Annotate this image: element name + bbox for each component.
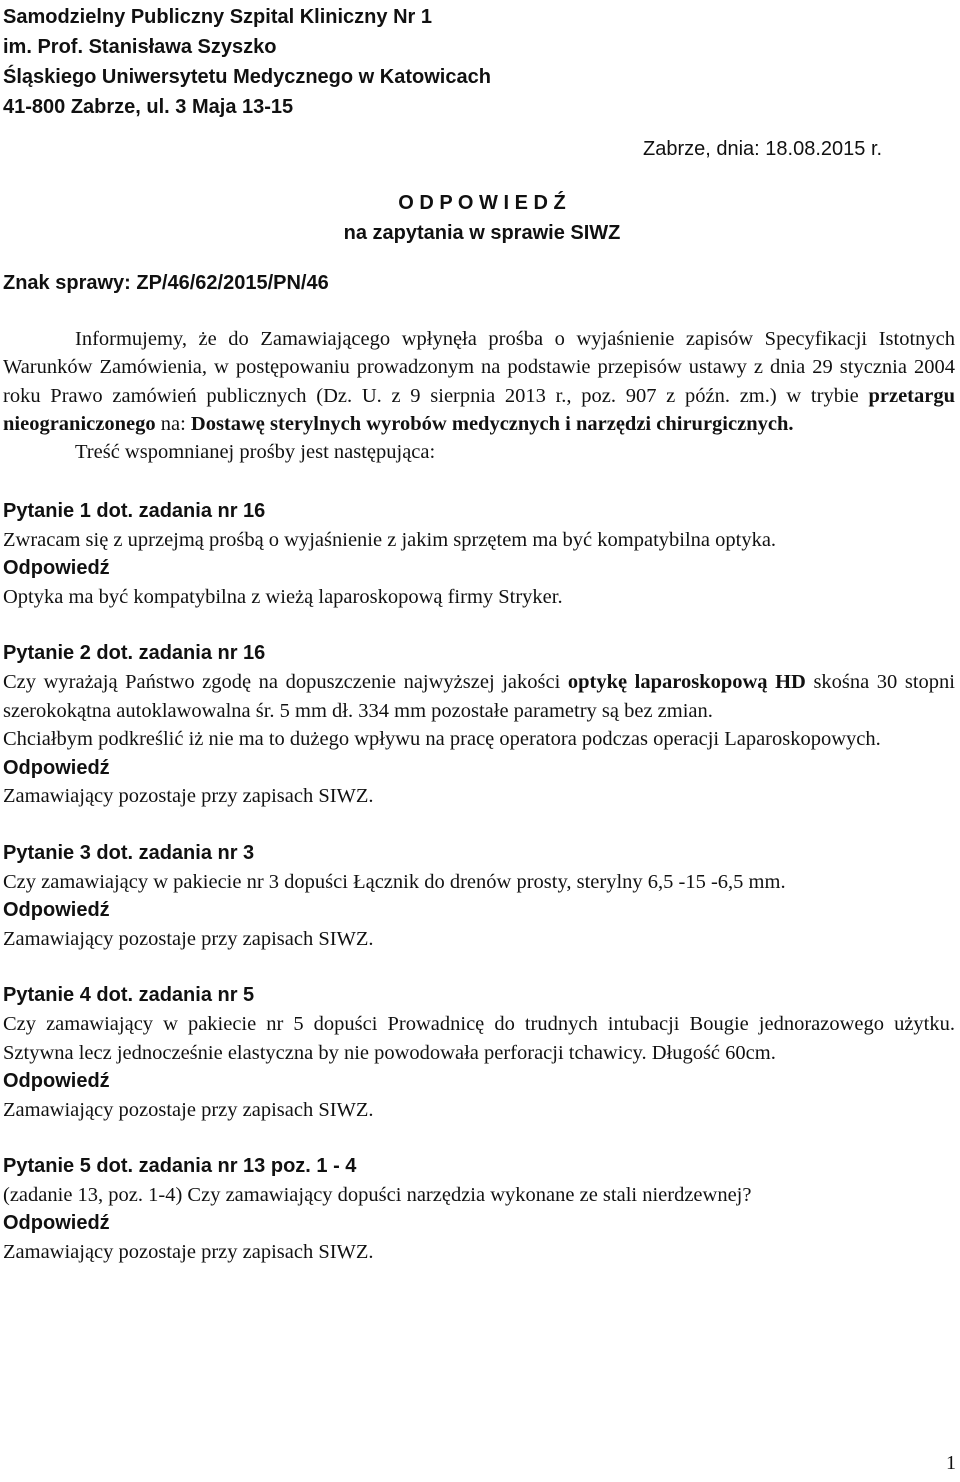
address-line: 41-800 Zabrze, ul. 3 Maja 13-15: [3, 96, 294, 118]
question-text: Czy zamawiający w pakiecie nr 5 dopuści Prowadnicę do trudnych intubacji Bougie jednorazowego użytku. Sztywna lecz jednocześnie elastyczna by nie powodowała perforacji tchawicy. Długość 60cm.: [3, 1012, 955, 1064]
question-text-bold: optykę laparoskopową HD: [567, 670, 806, 693]
page-number: 1: [946, 1452, 956, 1474]
question-heading: Pytanie 2 dot. zadania nr 16: [3, 642, 266, 665]
intro-followup: Treść wspomnianej prośby jest następująca:: [75, 441, 436, 464]
title-line-1: O D P O W I E D Ź: [398, 192, 566, 214]
answer-text: Zamawiający pozostaje przy zapisach SIWZ.: [3, 1241, 374, 1264]
answer-label: Odpowiedź: [3, 1212, 110, 1235]
question-text: (zadanie 13, poz. 1-4) Czy zamawiający dopuści narzędzia wykonane ze stali nierdzewnej?: [3, 1183, 752, 1206]
university-line: Śląskiego Uniwersytetu Medycznego w Katowicach: [3, 66, 491, 88]
question-heading: Pytanie 1 dot. zadania nr 16: [3, 500, 266, 522]
answer-label: Odpowiedź: [3, 756, 110, 779]
question-heading: Pytanie 4 dot. zadania nr 5: [3, 984, 255, 1007]
document-title: [326, 188, 638, 248]
question-text: Czy zamawiający w pakiecie nr 3 dopuści Łącznik do drenów prosty, sterylny 6,5 -15 -6,5 mm.: [3, 870, 786, 893]
answer-label: Odpowiedź: [3, 557, 110, 580]
hospital-name-line: Samodzielny Publiczny Szpital Kliniczny Nr 1: [3, 6, 432, 28]
answer-text: Zamawiający pozostaje przy zapisach SIWZ.: [3, 927, 374, 950]
answer-label: Odpowiedź: [3, 899, 110, 922]
question-heading: Pytanie 5 dot. zadania nr 13 poz. 1 - 4: [3, 1155, 357, 1178]
question-text-part-a: Czy wyrażają Państwo zgodę na dopuszczenie najwyższej jakości: [3, 670, 568, 693]
hospital-patron-line: im. Prof. Stanisława Szyszko: [3, 36, 277, 58]
case-number: Znak sprawy: ZP/46/62/2015/PN/46: [3, 272, 329, 294]
question-text: Zwracam się z uprzejmą prośbą o wyjaśnienie z jakim sprzętem ma być kompatybilna optyka.: [3, 528, 777, 551]
question-text-part-b: skośna 30 stopni szerokokątna autoklawowalna śr. 5 mm dł. 334 mm pozostałe parametry są bez zmian.: [3, 670, 955, 722]
question-text: [3, 668, 955, 725]
intro-paragraph: [3, 325, 955, 466]
title-line-2: na zapytania w sprawie SIWZ: [343, 222, 621, 244]
procurement-subject: Dostawę sterylnych wyrobów medycznych i narzędzi chirurgicznych.: [190, 412, 794, 435]
document-date: Zabrze, dnia: 18.08.2015 r.: [643, 138, 883, 160]
question-heading: Pytanie 3 dot. zadania nr 3: [3, 841, 255, 864]
answer-text: Zamawiający pozostaje przy zapisach SIWZ.: [3, 1098, 374, 1121]
intro-text-part2: na:: [155, 412, 191, 435]
question-text-continued: Chciałbym podkreślić iż nie ma to dużego wpływu na pracę operatora podczas operacji Laparoskopowych.: [3, 728, 881, 751]
intro-text: [3, 325, 955, 438]
question-block-5: [3, 1152, 955, 1266]
answer-label: Odpowiedź: [3, 1070, 110, 1093]
answer-text: Zamawiający pozostaje przy zapisach SIWZ.: [3, 785, 374, 808]
answer-text: Optyka ma być kompatybilna z wieżą laparoskopową firmy Stryker.: [3, 585, 563, 608]
question-block-2: [3, 639, 955, 811]
procedure-type: przetargu nieograniczonego: [3, 384, 955, 435]
hospital-address-block: [3, 2, 491, 122]
question-block-1: [3, 497, 955, 611]
question-block-4: [3, 981, 955, 1124]
question-block-3: [3, 839, 955, 953]
questions-section: [3, 497, 955, 1267]
intro-text-part1: Informujemy, że do Zamawiającego wpłynęła prośba o wyjaśnienie zapisów Specyfikacji Istotnych Warunków Zamówienia, w postępowaniu prowadzonym na podstawie przepisów ustawy z dnia 29 stycznia 2004 roku Prawo zamówień publicznych (Dz. U. z 9 sierpnia 2013 r., poz. 907 z późn. zm.) w trybie: [3, 328, 955, 407]
